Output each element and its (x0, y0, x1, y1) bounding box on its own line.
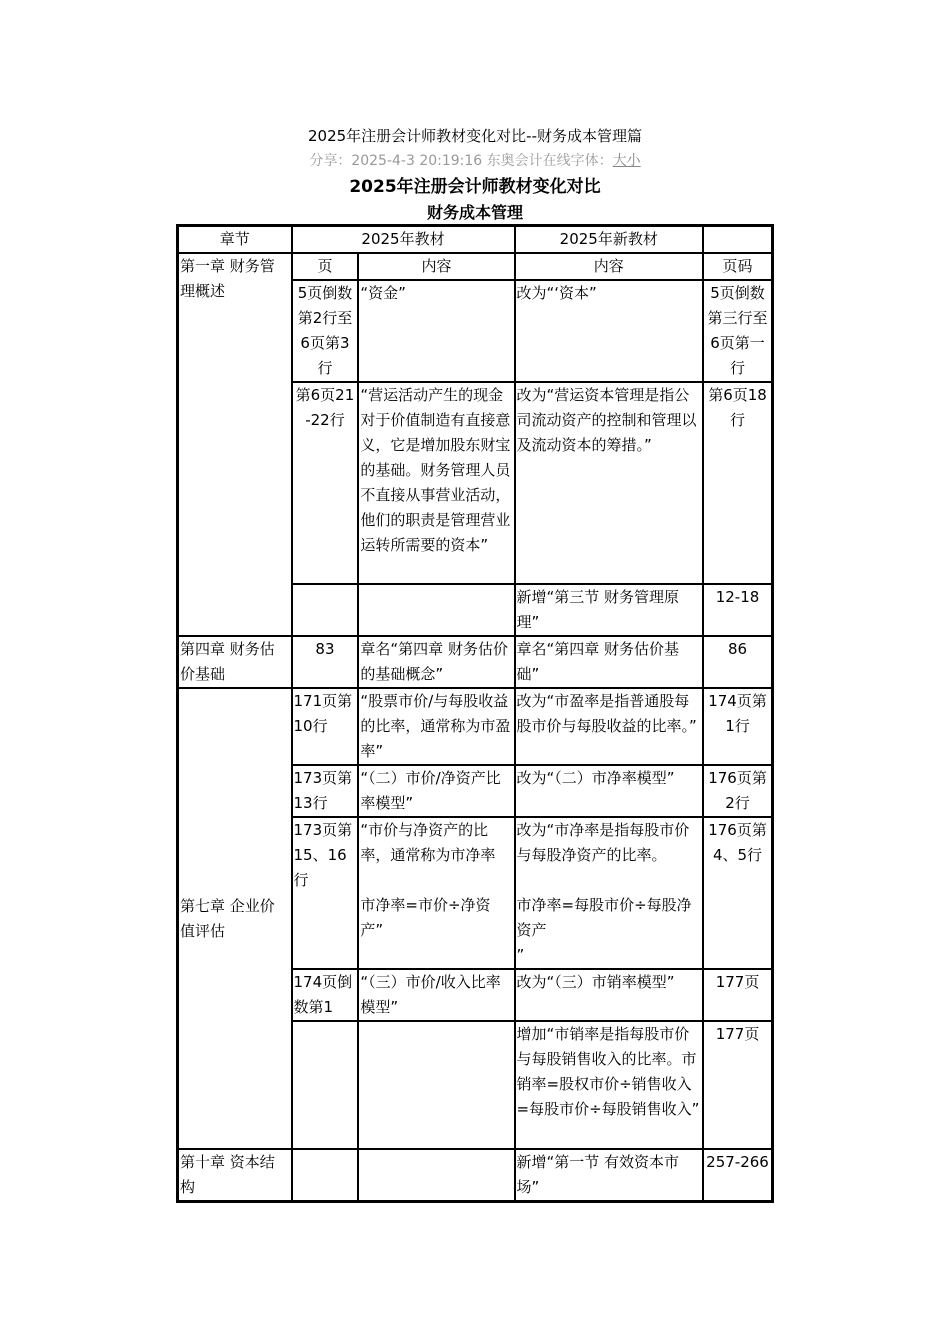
chapter-cell: 第一章 财务管理概述 (178, 253, 292, 636)
new-content-line: 市净率=每股市价÷每股净资产 (516, 896, 692, 939)
new-content-cell: 改为“（二）市净率模型” (515, 765, 704, 817)
article-meta (0, 151, 950, 171)
new-content-line: 改为“市净率是指每股市价与每股净资产的比率。 (516, 821, 690, 864)
table-row (178, 636, 772, 688)
old-content-cell (358, 1021, 514, 1149)
new-content-cell: 改为“市盈率是指普通股每股市价与每股收益的比率。” (515, 688, 704, 765)
new-page-cell: 257-266 (703, 1149, 772, 1201)
new-content-line: ” (516, 946, 525, 964)
new-page-cell: 176页第4、5行 (703, 817, 772, 969)
table-row (178, 1149, 772, 1201)
subheader-page: 页 (292, 253, 359, 280)
old-content-cell: “资金” (358, 280, 514, 382)
chapter-cell: 第四章 财务估价基础 (178, 636, 292, 688)
old-content-cell: “（三）市价/收入比率模型” (358, 969, 514, 1021)
old-page-cell: 173页第15、16行 (292, 817, 359, 969)
document-subtitle: 财务成本管理 (426, 203, 523, 222)
old-content-cell: “股票市价/与每股收益的比率，通常称为市盈率” (358, 688, 514, 765)
old-page-cell (292, 1149, 359, 1201)
old-page-cell (292, 584, 359, 636)
new-content-cell: 章名“第四章 财务估价基础” (515, 636, 704, 688)
new-page-cell: 177页 (703, 1021, 772, 1149)
comparison-table (176, 224, 774, 1203)
old-page-cell: 173页第13行 (292, 765, 359, 817)
document-title: 2025年注册会计师教材变化对比 (349, 177, 601, 197)
old-page-cell (292, 1021, 359, 1149)
new-page-cell: 12-18 (703, 584, 772, 636)
header-old-edition: 2025年教材 (292, 226, 515, 253)
old-content-cell (358, 584, 514, 636)
old-page-cell: 171页第10行 (292, 688, 359, 765)
old-page-cell: 83 (292, 636, 359, 688)
new-content-cell (515, 817, 704, 969)
chapter-cell: 第十章 资本结构 (178, 1149, 292, 1201)
table-row (178, 253, 772, 280)
new-content-cell: 改为“（三）市销率模型” (515, 969, 704, 1021)
old-page-cell: 174页倒数第1 (292, 969, 359, 1021)
old-page-cell: 第6页21-22行 (292, 382, 359, 584)
subheader-new-content: 内容 (515, 253, 704, 280)
new-page-cell: 174页第1行 (703, 688, 772, 765)
subheader-content: 内容 (358, 253, 514, 280)
chapter-cell: 第七章 企业价值评估 (178, 688, 292, 1149)
old-content-line: “市价与净资产的比率，通常称为市净率 (360, 821, 496, 864)
new-page-cell: 176页第2行 (703, 765, 772, 817)
new-page-cell: 177页 (703, 969, 772, 1021)
header-new-edition: 2025年新教材 (515, 226, 704, 253)
old-content-cell (358, 817, 514, 969)
meta-text: 分享：2025-4-3 20:19:16 东奥会计在线字体： (309, 153, 613, 169)
font-size-link[interactable]: 大小 (612, 153, 641, 169)
page-title: 2025年注册会计师教材变化对比--财务成本管理篇 (307, 127, 642, 145)
new-content-cell: 改为“营运资本管理是指公司流动资产的控制和管理以及流动资本的筹措。” (515, 382, 704, 584)
header-blank (703, 226, 772, 253)
old-content-line: 市净率=市价÷净资产” (360, 896, 491, 939)
new-page-cell: 86 (703, 636, 772, 688)
new-content-cell: 增加“市销率是指每股市价与每股销售收入的比率。市销率=股权市价÷销售收入=每股市价÷每股销售收入” (515, 1021, 704, 1149)
old-page-cell: 5页倒数第2行至6页第3行 (292, 280, 359, 382)
old-content-cell: “营运活动产生的现金对于价值制造有直接意义，它是增加股东财宝的基础。财务管理人员不直接从事营业活动，他们的职责是管理营业运转所需要的资本” (358, 382, 514, 584)
old-content-cell: “（二）市价/净资产比率模型” (358, 765, 514, 817)
old-content-cell (358, 1149, 514, 1201)
table-row (178, 688, 772, 765)
table-header-row (178, 226, 772, 253)
subheader-page-number: 页码 (703, 253, 772, 280)
old-content-cell: 章名“第四章 财务估价的基础概念” (358, 636, 514, 688)
new-page-cell: 第6页18行 (703, 382, 772, 584)
new-content-cell: 新增“第三节 财务管理原理” (515, 584, 704, 636)
new-content-cell: 新增“第一节 有效资本市场” (515, 1149, 704, 1201)
new-page-cell: 5页倒数第三行至6页第一行 (703, 280, 772, 382)
header-chapter: 章节 (178, 226, 292, 253)
new-content-cell: 改为“‘资本” (515, 280, 704, 382)
